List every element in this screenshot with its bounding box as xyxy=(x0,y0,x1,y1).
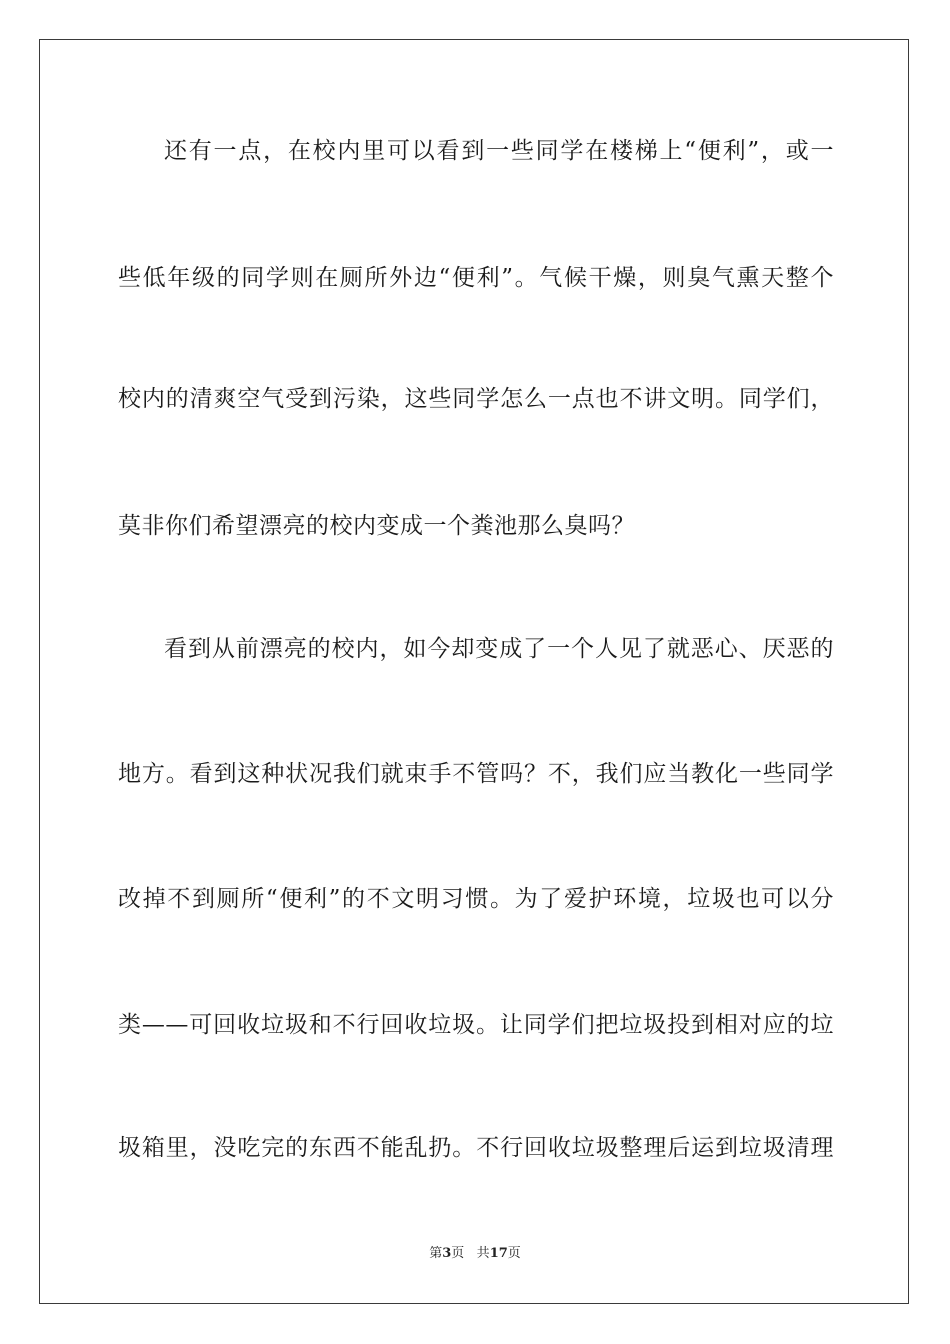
paragraph-2-line-3: 改掉不到厕所“便利”的不文明习惯。为了爱护环境，垃圾也可以分 xyxy=(118,886,834,912)
paragraph-1-line-4: 莫非你们希望漂亮的校内变成一个粪池那么臭吗？ xyxy=(118,513,635,539)
paragraph-1-line-2: 些低年级的同学则在厕所外边“便利”。气候干燥，则臭气熏天整个 xyxy=(118,265,834,291)
footer-page-number: 3 xyxy=(442,1246,452,1261)
footer-page-suffix: 页 xyxy=(451,1246,465,1261)
footer-total-prefix: 共 xyxy=(476,1246,490,1261)
paragraph-2-line-4: 类——可回收垃圾和不行回收垃圾。让同学们把垃圾投到相对应的垃 xyxy=(118,1012,834,1038)
paragraph-2-line-2: 地方。看到这种状况我们就束手不管吗？不，我们应当教化一些同学 xyxy=(118,761,834,787)
paragraph-1-line-1: 还有一点，在校内里可以看到一些同学在楼梯上“便利”，或一 xyxy=(164,138,834,164)
page-footer xyxy=(0,1245,950,1263)
paragraph-1-line-3: 校内的清爽空气受到污染，这些同学怎么一点也不讲文明。同学们， xyxy=(118,386,834,412)
footer-total-pages: 17 xyxy=(489,1246,508,1261)
paragraph-2-line-1: 看到从前漂亮的校内，如今却变成了一个人见了就恶心、厌恶的 xyxy=(164,636,834,662)
page-border xyxy=(39,39,909,1304)
footer-page-prefix: 第 xyxy=(429,1246,443,1261)
paragraph-2-line-5: 圾箱里，没吃完的东西不能乱扔。不行回收垃圾整理后运到垃圾清理 xyxy=(118,1135,834,1161)
footer-total-suffix: 页 xyxy=(507,1246,521,1261)
